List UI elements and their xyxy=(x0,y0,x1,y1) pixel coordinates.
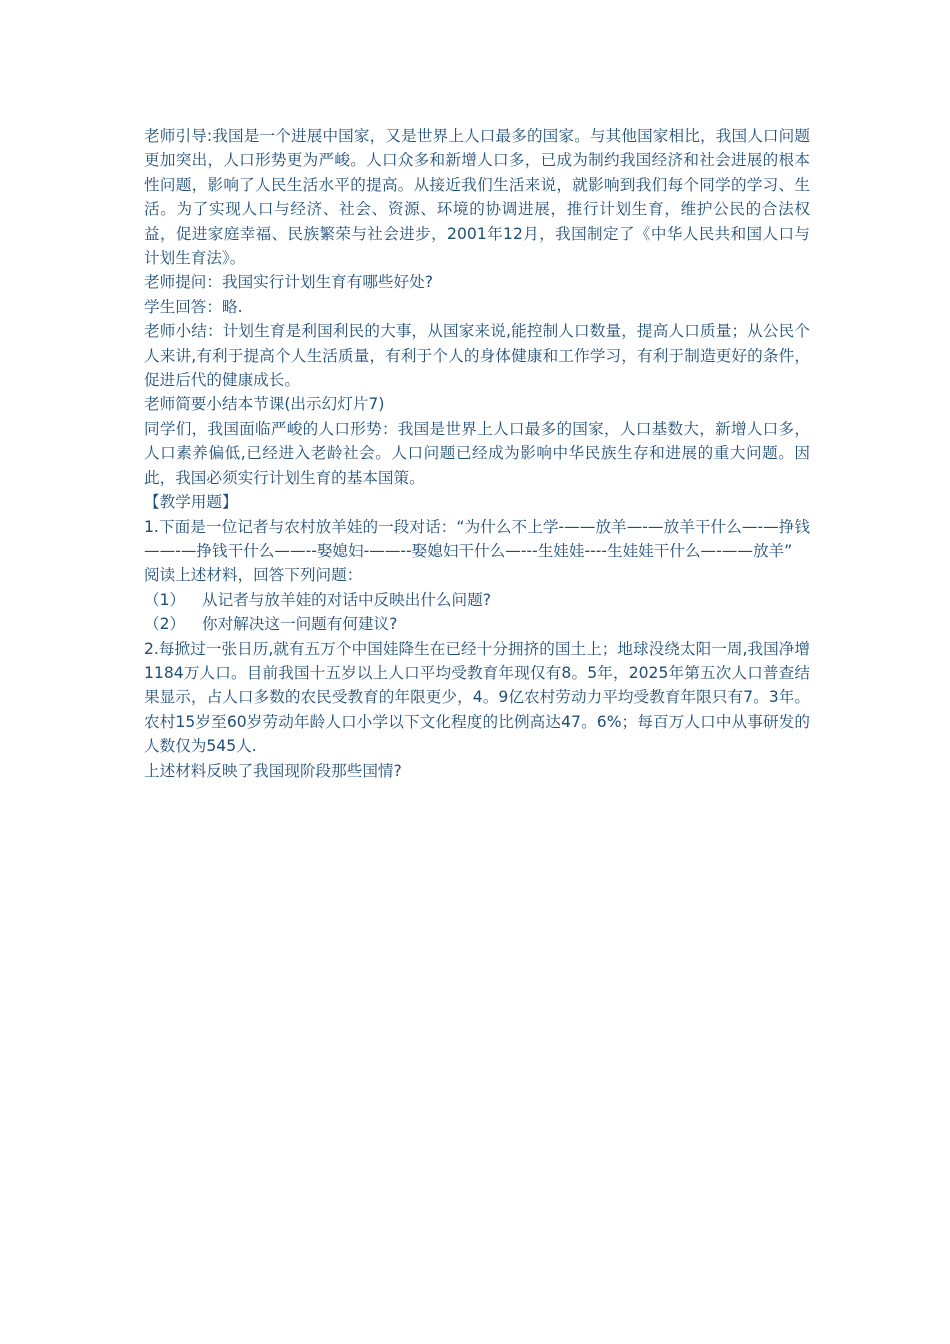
sub-question-number: （1） xyxy=(144,590,186,609)
teacher-question: 老师提问：我国实行计划生育有哪些好处? xyxy=(144,273,433,292)
sub-question-text: 你对解决这一问题有何建议? xyxy=(202,615,398,634)
lesson-summary-heading: 老师简要小结本节课(出示幻灯片7) xyxy=(144,395,385,414)
question-2-prompt: 上述材料反映了我国现阶段那些国情? xyxy=(144,761,402,780)
document-page xyxy=(144,124,810,783)
teacher-summary: 老师小结：计划生育是利国利民的大事，从国家来说,能控制人口数量，提高人口质量；从公民个人来讲,有利于提高个人生活质量，有利于个人的身体健康和工作学习，有利于制造更好的条件，促进后代的健康成长。 xyxy=(144,322,810,390)
sub-question-text: 从记者与放羊娃的对话中反映出什么问题? xyxy=(202,590,491,609)
teacher-guide-paragraph: 老师引导:我国是一个进展中国家，又是世界上人口最多的国家。与其他国家相比，我国人口问题更加突出，人口形势更为严峻。人口众多和新增人口多，已成为制约我国经济和社会进展的根本性问题，影响了人民生活水平的提高。从接近我们生活来说，就影响到我们每个同学的学习、生活。为了实现人口与经济、社会、资源、环境的协调进展，推行计划生育，维护公民的合法权益，促进家庭幸福、民族繁荣与社会进步，2001年12月，我国制定了《中华人民共和国人口与计划生育法》。 xyxy=(144,127,810,268)
sub-question-2 xyxy=(144,612,810,636)
sub-question-1 xyxy=(144,588,810,612)
question-1: 1.下面是一位记者与农村放羊娃的一段对话：“为什么不上学-——放羊—-—放羊干什么—-—挣钱——-—挣钱干什么——--娶媳妇-——--娶媳妇干什么—---生娃娃----生娃娃干什么—-——放羊” xyxy=(144,517,810,560)
sub-question-number: （2） xyxy=(144,615,186,634)
question-2: 2.每掀过一张日历,就有五万个中国娃降生在已经十分拥挤的国土上；地球没绕太阳一周,我国净增1184万人口。目前我国十五岁以上人口平均受教育年现仅有8。5年，2025年第五次人口普查结果显示，占人口多数的农民受教育的年限更少，4。9亿农村劳动力平均受教育年限只有7。3年。农村15岁至60岁劳动年龄人口小学以下文化程度的比例高达47。6%；每百万人口中从事研发的人数仅为545人. xyxy=(144,639,810,756)
teaching-questions-heading: 【教学用题】 xyxy=(144,493,238,512)
student-answer: 学生回答：略. xyxy=(144,297,243,316)
question-1-instruction: 阅读上述材料，回答下列问题： xyxy=(144,566,363,585)
lesson-summary-paragraph: 同学们，我国面临严峻的人口形势：我国是世界上人口最多的国家，人口基数大，新增人口多，人口素养偏低,已经进入老龄社会。人口问题已经成为影响中华民族生存和进展的重大问题。因此，我国必须实行计划生育的基本国策。 xyxy=(144,419,810,487)
